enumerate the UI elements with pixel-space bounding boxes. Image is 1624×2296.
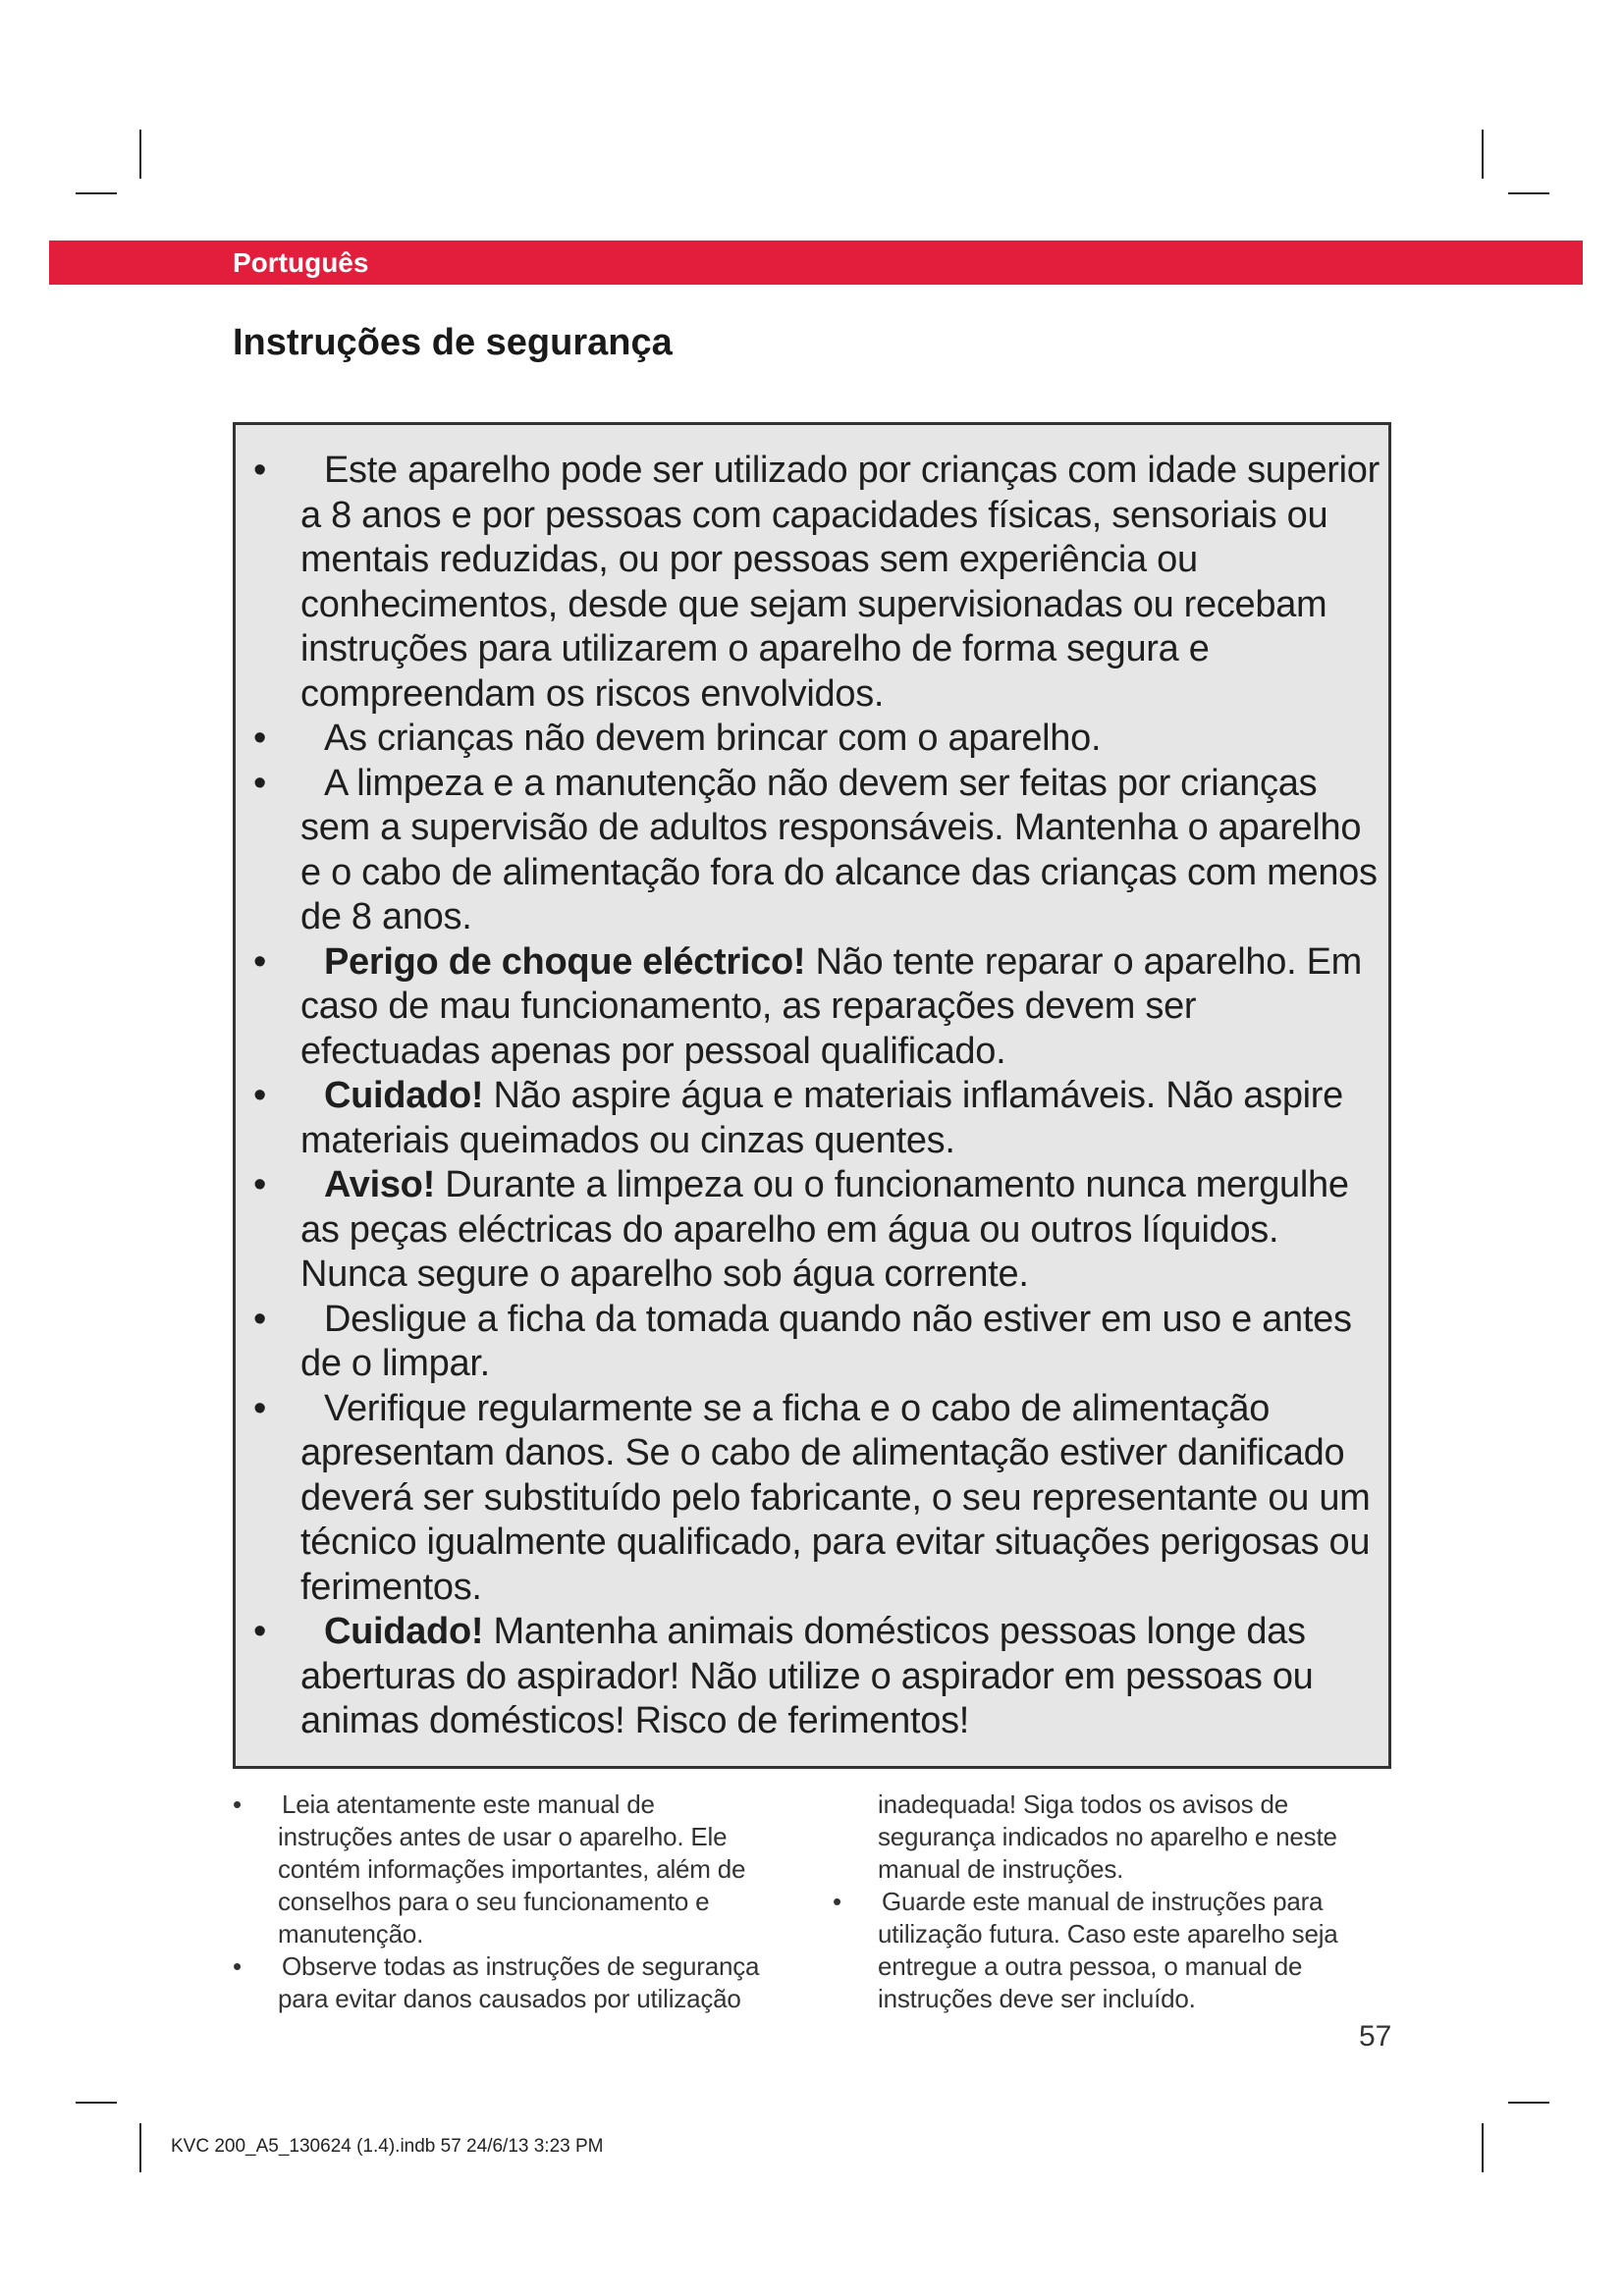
lower-item-text: Leia atentamente este manual de instruções antes de usar o aparelho. Ele contém informações importantes, além de conselhos para o seu funcionamento e manutenção.: [278, 1789, 746, 1949]
print-slug: KVC 200_A5_130624 (1.4).indb 57 24/6/13 3:23 PM: [171, 2136, 604, 2157]
warning-text: Desligue a ficha da tomada quando não estiver em uso e antes de o limpar.: [300, 1298, 1352, 1384]
page-number: 57: [1359, 2020, 1392, 2053]
lower-left-list: [233, 1789, 763, 2015]
lower-item-observe-instructions: [233, 1950, 763, 2015]
language-header-bar: [49, 240, 1583, 285]
bullet-icon: •: [253, 450, 267, 491]
bullet-icon: •: [253, 1164, 267, 1205]
crop-mark-top-right-horizontal: [1508, 192, 1549, 194]
crop-mark-top-left-vertical: [139, 130, 141, 179]
warning-item-pets: [236, 1610, 1384, 1744]
crop-mark-bottom-right-vertical: [1482, 2123, 1484, 2172]
crop-mark-top-right-vertical: [1482, 130, 1484, 179]
bullet-icon: •: [253, 1611, 267, 1652]
warning-text: As crianças não devem brincar com o aparelho.: [324, 718, 1102, 759]
warning-text: Não aspire água e materiais inflamáveis. Não aspire materiais queimados ou cinzas quentes.: [300, 1075, 1343, 1161]
lower-right-list: [833, 1886, 1363, 2015]
bullet-icon: •: [253, 1075, 267, 1116]
bullet-icon: •: [253, 1387, 267, 1429]
bullet-icon: •: [253, 940, 267, 983]
crop-mark-bottom-left-horizontal: [76, 2102, 117, 2104]
bullet-icon: •: [233, 1789, 242, 1819]
bullet-icon: •: [253, 718, 267, 759]
warning-item-children-supervision: [236, 449, 1384, 717]
warning-item-unplug: [236, 1298, 1384, 1387]
warning-emphasis: Cuidado!: [324, 1075, 484, 1116]
warning-emphasis: Aviso!: [324, 1164, 435, 1205]
lower-continuation-text: inadequada! Siga todos os avisos de segurança indicados no aparelho e neste manual de instruções.: [878, 1789, 1337, 1884]
lower-left-column: [233, 1789, 763, 2015]
warning-item-no-play: [236, 717, 1384, 762]
warning-text: Verifique regularmente se a ficha e o cabo de alimentação apresentam danos. Se o cabo de alimentação estiver danificado deverá ser substituído pelo fabricante, o seu representante ou um técnico igualmente qualificado, para evitar situações perigosas ou ferimentos.: [300, 1387, 1371, 1608]
warning-text: Durante a limpeza ou o funcionamento nunca mergulhe as peças eléctricas do aparelho em água ou outros líquidos. Nunca segure o aparelho sob água corrente.: [300, 1164, 1349, 1295]
safety-warning-box: [233, 422, 1391, 1769]
lower-item-read-manual: [233, 1789, 763, 1950]
warning-emphasis: Cuidado!: [324, 1611, 484, 1652]
lower-item-text: Observe todas as instruções de segurança para evitar danos causados por utilização: [278, 1951, 760, 2013]
lower-item-text: Guarde este manual de instruções para utilização futura. Caso este aparelho seja entregue a outra pessoa, o manual de instruções deve ser incluído.: [878, 1887, 1338, 2013]
crop-mark-bottom-right-horizontal: [1508, 2102, 1549, 2104]
warning-text: Este aparelho pode ser utilizado por crianças com idade superior a 8 anos e por pessoas com capacidades físicas, sensoriais ou mentais reduzidas, ou por pessoas sem experiência ou conhecimentos, desde que sejam supervisionadas ou recebam instruções para utilizarem o aparelho de forma segura e compreendam os riscos envolvidos.: [300, 450, 1380, 715]
warning-item-flammable: [236, 1074, 1384, 1163]
warning-item-water: [236, 1163, 1384, 1298]
bullet-icon: •: [253, 1298, 267, 1340]
warning-text: Mantenha animais domésticos pessoas longe das aberturas do aspirador! Não utilize o aspirador em pessoas ou animas domésticos! Risco de ferimentos!: [300, 1611, 1314, 1741]
warning-item-cleaning-by-children: [236, 762, 1384, 940]
warning-list: [236, 449, 1384, 1744]
warning-text: Não tente reparar o aparelho. Em caso de mau funcionamento, as reparações devem ser efectuadas apenas por pessoal qualificado.: [300, 940, 1363, 1072]
bullet-icon: •: [253, 762, 267, 804]
crop-mark-top-left-horizontal: [76, 192, 117, 194]
warning-item-cable-damage: [236, 1387, 1384, 1611]
bullet-icon: •: [833, 1887, 841, 1916]
warning-item-electric-shock: [236, 940, 1384, 1075]
lower-item-keep-manual: [833, 1886, 1363, 2015]
warning-emphasis: Perigo de choque eléctrico!: [324, 940, 806, 983]
page-title: Instruções de segurança: [233, 322, 673, 363]
crop-mark-bottom-left-vertical: [139, 2123, 141, 2172]
bullet-icon: •: [233, 1951, 242, 1981]
warning-text: A limpeza e a manutenção não devem ser feitas por crianças sem a supervisão de adultos responsáveis. Mantenha o aparelho e o cabo de alimentação fora do alcance das crianças com menos de 8 anos.: [300, 762, 1378, 937]
lower-right-column: [833, 1789, 1363, 2015]
language-label: Português: [233, 247, 369, 278]
